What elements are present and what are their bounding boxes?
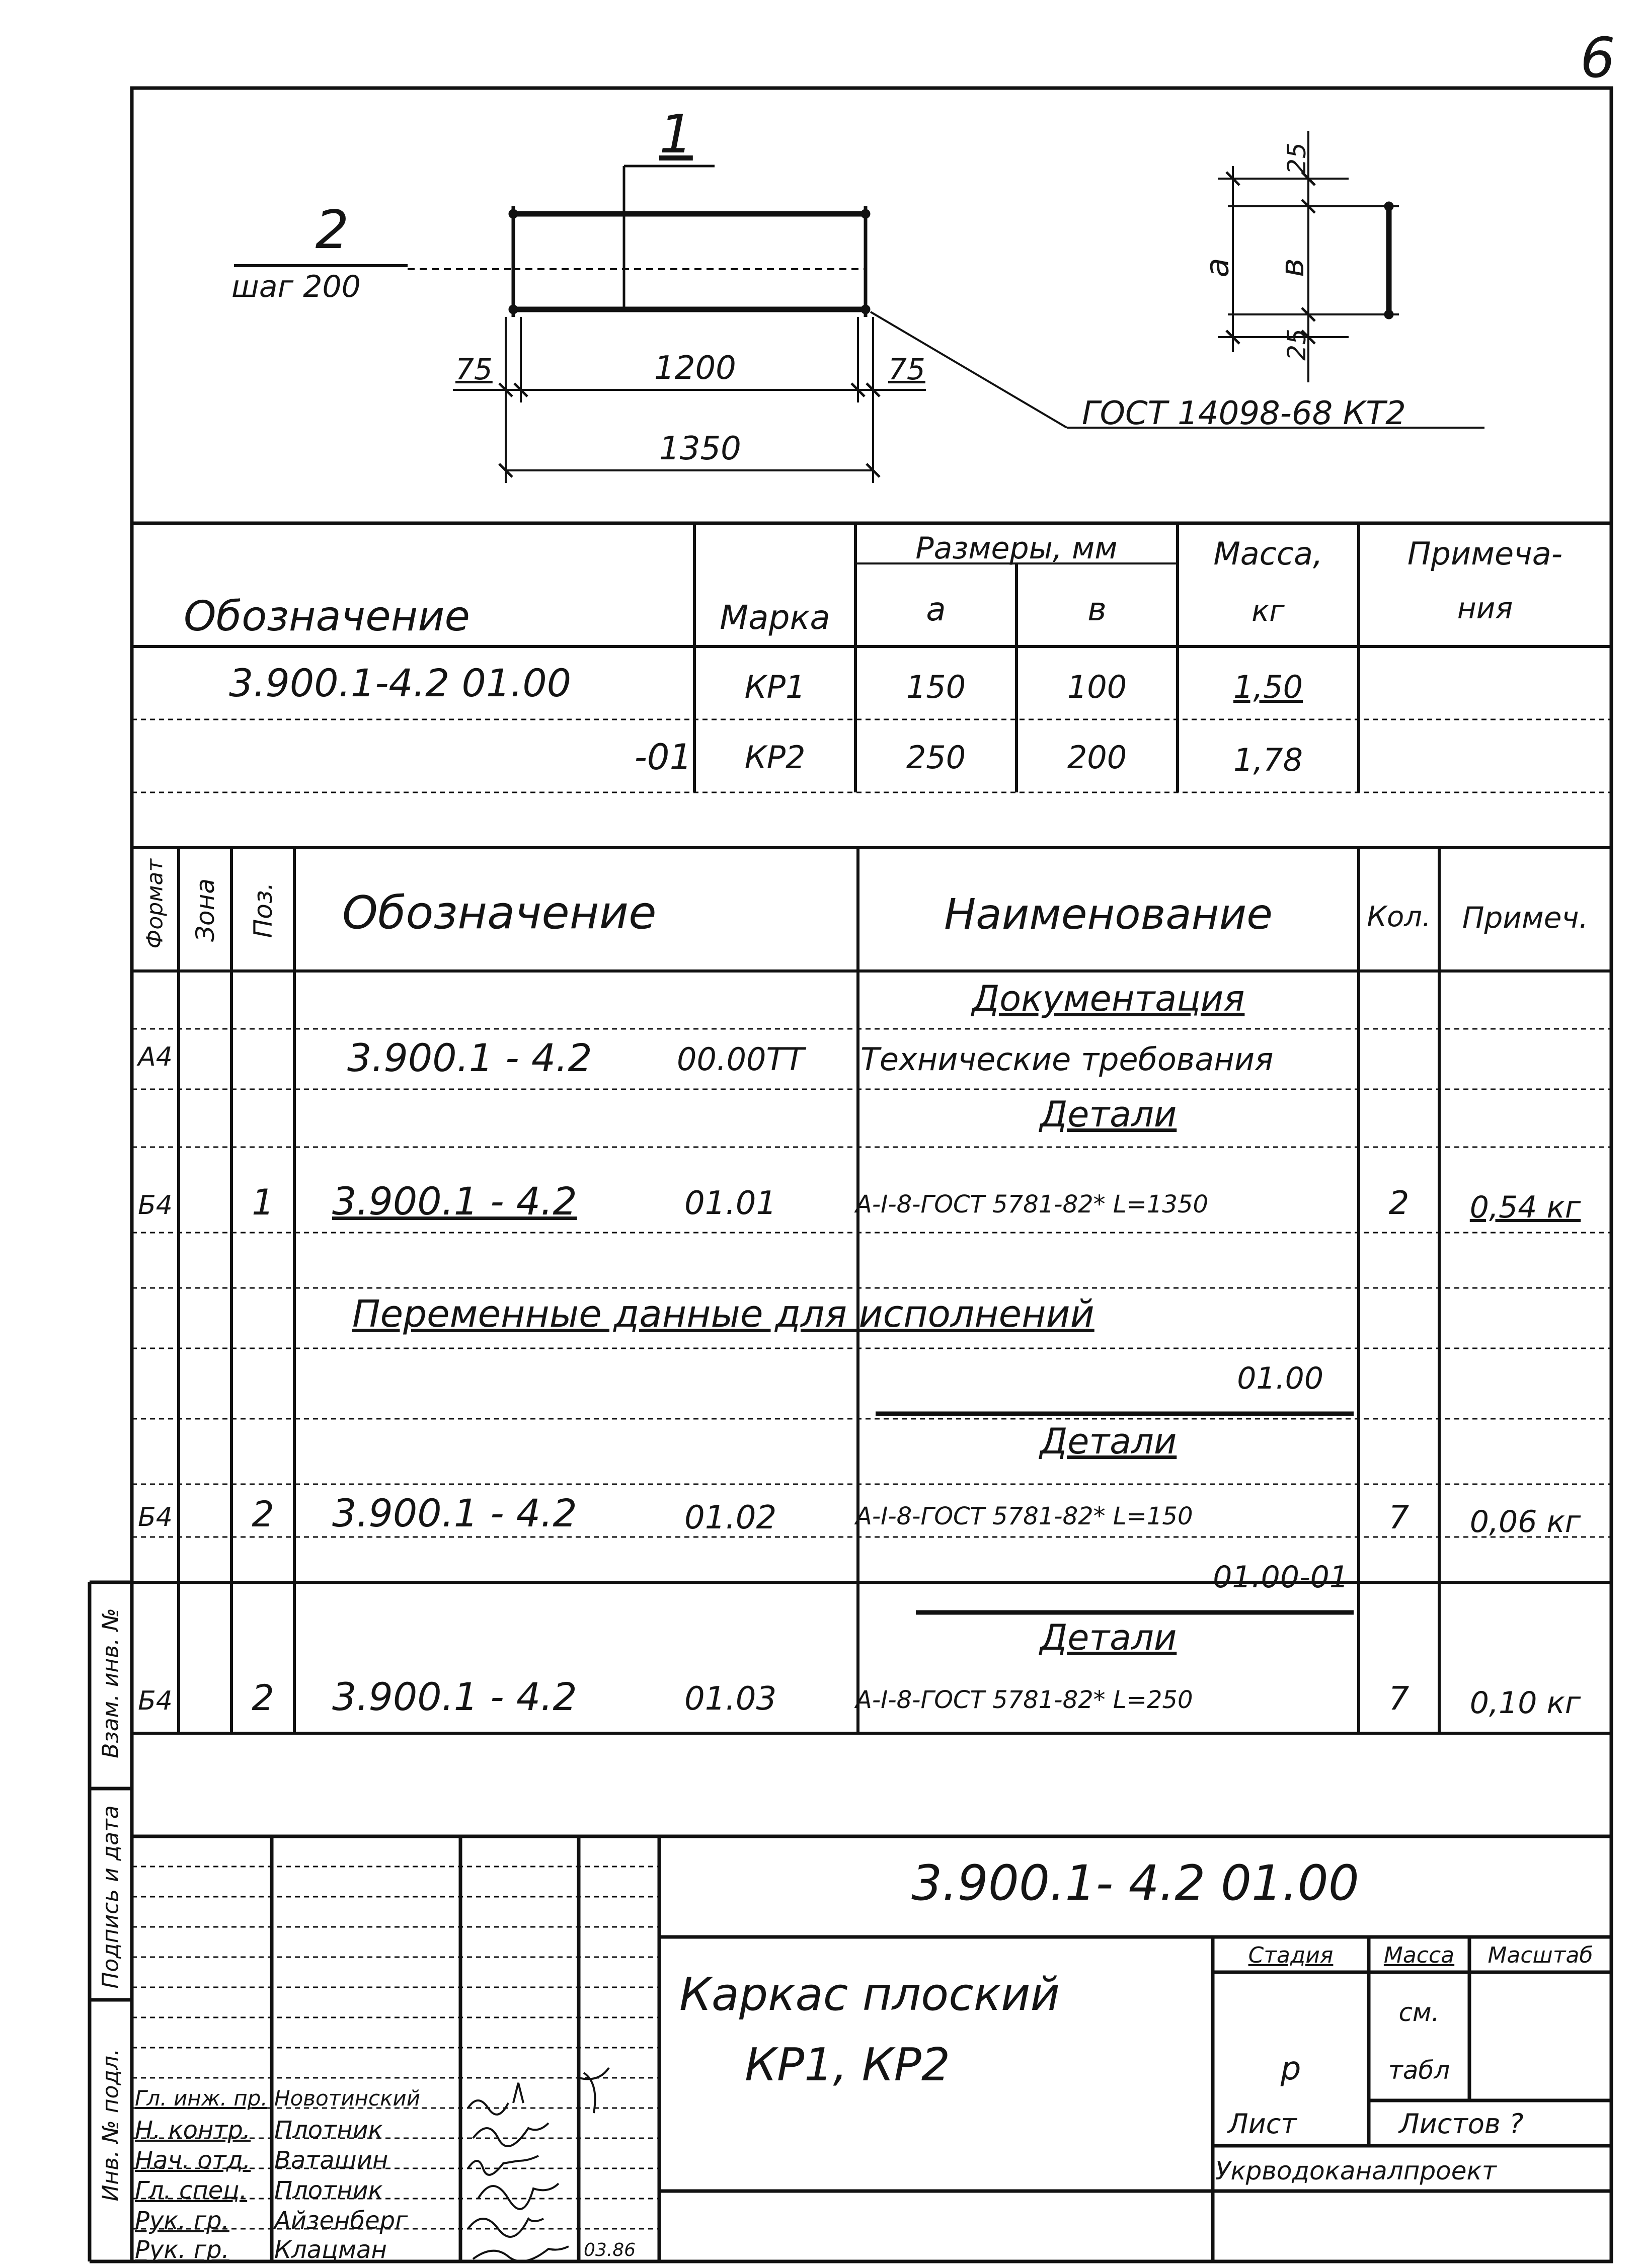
- dim-75-right: 75: [888, 352, 925, 386]
- date-mark: 03.86: [584, 2240, 636, 2260]
- marks-row-2-mass: 1,78: [1233, 742, 1303, 778]
- sig-role-4: Гл. спец.: [135, 2176, 248, 2205]
- mass-value-2: табл: [1388, 2056, 1450, 2085]
- detail-2-note: 0,06 кг: [1469, 1504, 1581, 1540]
- stage-label: Стадия: [1248, 1942, 1334, 1968]
- marks-header-designation: Обозначение: [184, 593, 470, 640]
- mass-label: Масса: [1383, 1942, 1455, 1968]
- detail-2-designation: 3.900.1 - 4.2: [332, 1491, 577, 1535]
- section-details-3: Детали: [1040, 1617, 1177, 1658]
- detail-3-name: А-I-8-ГОСТ 5781-82* L=250: [855, 1686, 1193, 1714]
- detail-1-pos: 1: [252, 1182, 274, 1223]
- detail-1-format: Б4: [138, 1190, 173, 1221]
- spec-header-format: Формат: [142, 858, 168, 949]
- stage-value: р: [1280, 2050, 1301, 2087]
- sig-name-2: Плотник: [274, 2116, 383, 2144]
- detail-3-pos: 2: [252, 1677, 274, 1719]
- detail-3-designation: 3.900.1 - 4.2: [332, 1674, 577, 1719]
- marks-header-notes-1: Примеча-: [1407, 535, 1563, 572]
- section-documentation: Документация: [972, 978, 1245, 1019]
- marks-header-notes-2: ния: [1457, 591, 1513, 625]
- section-dim-25-bottom: 25: [1282, 329, 1311, 361]
- detail-1-note: 0,54 кг: [1469, 1190, 1581, 1225]
- side-stamp-sign-date: Подпись и дата: [98, 1805, 124, 1989]
- side-stamp-inv-replace: Взам. инв. №: [98, 1608, 124, 1758]
- organization: Укрводоканалпроект: [1215, 2156, 1497, 2185]
- detail-2-pos: 2: [252, 1494, 274, 1535]
- detail-1-code: 01.01: [684, 1185, 777, 1222]
- detail-2-qty: 7: [1388, 1499, 1410, 1536]
- side-stamp-inv-orig: Инв. № подл.: [98, 2048, 124, 2202]
- title-name-1: Каркас плоский: [679, 1968, 1060, 2021]
- dim-75-left: 75: [455, 352, 493, 386]
- dim-1350: 1350: [659, 430, 741, 467]
- sheets-label: Листов ?: [1399, 2108, 1524, 2140]
- page-number: 6: [1580, 26, 1615, 90]
- doc-row-format: А4: [138, 1042, 173, 1072]
- mass-value-1: см.: [1398, 1998, 1440, 2027]
- sig-name-4: Плотник: [274, 2176, 383, 2205]
- marks-header-size-b: в: [1087, 591, 1107, 628]
- detail-2-name: А-I-8-ГОСТ 5781-82* L=150: [855, 1502, 1193, 1530]
- marks-row-2-designation: -01: [634, 737, 692, 778]
- variable-data-heading: Переменные данные для исполнений: [352, 1292, 1094, 1336]
- marks-header-sizes: Размеры, мм: [915, 531, 1118, 566]
- detail-1-designation: 3.900.1 - 4.2: [332, 1179, 577, 1224]
- doc-row-designation: 3.900.1 - 4.2: [347, 1035, 592, 1080]
- marks-row-2-mark: КР2: [744, 739, 806, 776]
- marks-row-1-a: 150: [906, 669, 966, 705]
- marks-header-mass-unit: кг: [1251, 594, 1285, 628]
- sig-name-5: Айзенберг: [274, 2207, 408, 2235]
- spec-header-designation: Обозначение: [342, 886, 657, 939]
- spec-header-note: Примеч.: [1462, 901, 1589, 935]
- doc-row-name: Технические требования: [860, 1041, 1274, 1078]
- position-2-rule: [234, 264, 408, 267]
- position-2-step: шаг 200: [231, 269, 361, 304]
- sig-name-6: Клацман: [274, 2236, 387, 2264]
- variant-2-code: 01.00-01: [1213, 1560, 1349, 1595]
- detail-1-name: А-I-8-ГОСТ 5781-82* L=1350: [855, 1190, 1209, 1219]
- sheet-label: Лист: [1228, 2108, 1297, 2140]
- title-doc-code: 3.900.1- 4.2 01.00: [911, 1855, 1359, 1911]
- detail-3-format: Б4: [138, 1686, 173, 1716]
- scale-label: Масштаб: [1488, 1942, 1593, 1968]
- sig-role-3: Нач. отд.: [135, 2146, 251, 2174]
- spec-header-zone: Зона: [191, 878, 220, 942]
- marks-row-1-b: 100: [1067, 669, 1127, 705]
- section-details-2: Детали: [1040, 1421, 1177, 1462]
- spec-header-qty: Кол.: [1367, 901, 1431, 933]
- sig-role-1: Гл. инж. пр.: [135, 2086, 268, 2111]
- marks-row-1-mass: 1,50: [1233, 669, 1303, 705]
- section-dim-b: в: [1274, 258, 1311, 277]
- sig-role-6: Рук. гр.: [135, 2236, 229, 2264]
- sig-role-5: Рук. гр.: [135, 2207, 229, 2235]
- position-2-label: 2: [315, 199, 349, 261]
- sig-role-2: Н. контр.: [135, 2116, 251, 2144]
- title-name-2: КР1, КР2: [745, 2039, 951, 2091]
- marks-header-size-a: а: [926, 591, 946, 628]
- detail-1-qty: 2: [1388, 1185, 1410, 1222]
- section-details-1: Детали: [1040, 1094, 1177, 1135]
- marks-row-1-mark: КР1: [744, 669, 806, 705]
- spec-header-pos: Поз.: [249, 882, 278, 938]
- detail-3-qty: 7: [1388, 1680, 1410, 1718]
- marks-header-mark: Марка: [720, 598, 830, 637]
- weld-note: ГОСТ 14098-68 КТ2: [1082, 395, 1406, 432]
- signature-scribbles: [468, 2068, 609, 2261]
- detail-2-format: Б4: [138, 1502, 173, 1532]
- detail-3-code: 01.03: [684, 1680, 777, 1718]
- doc-row-code: 00.00ТТ: [677, 1041, 805, 1078]
- sig-name-3: Ваташин: [274, 2146, 388, 2174]
- marks-header-mass: Масса,: [1213, 535, 1323, 572]
- section-dim-25-top: 25: [1282, 142, 1311, 175]
- dim-1200: 1200: [654, 350, 736, 387]
- sig-name-1: Новотинский: [274, 2086, 421, 2111]
- variant-1-code: 01.00: [1237, 1361, 1323, 1396]
- section-dim-a: а: [1199, 258, 1236, 278]
- detail-2-code: 01.02: [684, 1499, 777, 1536]
- marks-row-1-designation: 3.900.1-4.2 01.00: [229, 661, 572, 705]
- marks-row-2-a: 250: [906, 739, 966, 776]
- spec-header-name: Наименование: [944, 889, 1273, 939]
- marks-row-2-b: 200: [1067, 739, 1127, 776]
- detail-3-note: 0,10 кг: [1469, 1685, 1581, 1721]
- position-1-label: 1: [659, 104, 693, 165]
